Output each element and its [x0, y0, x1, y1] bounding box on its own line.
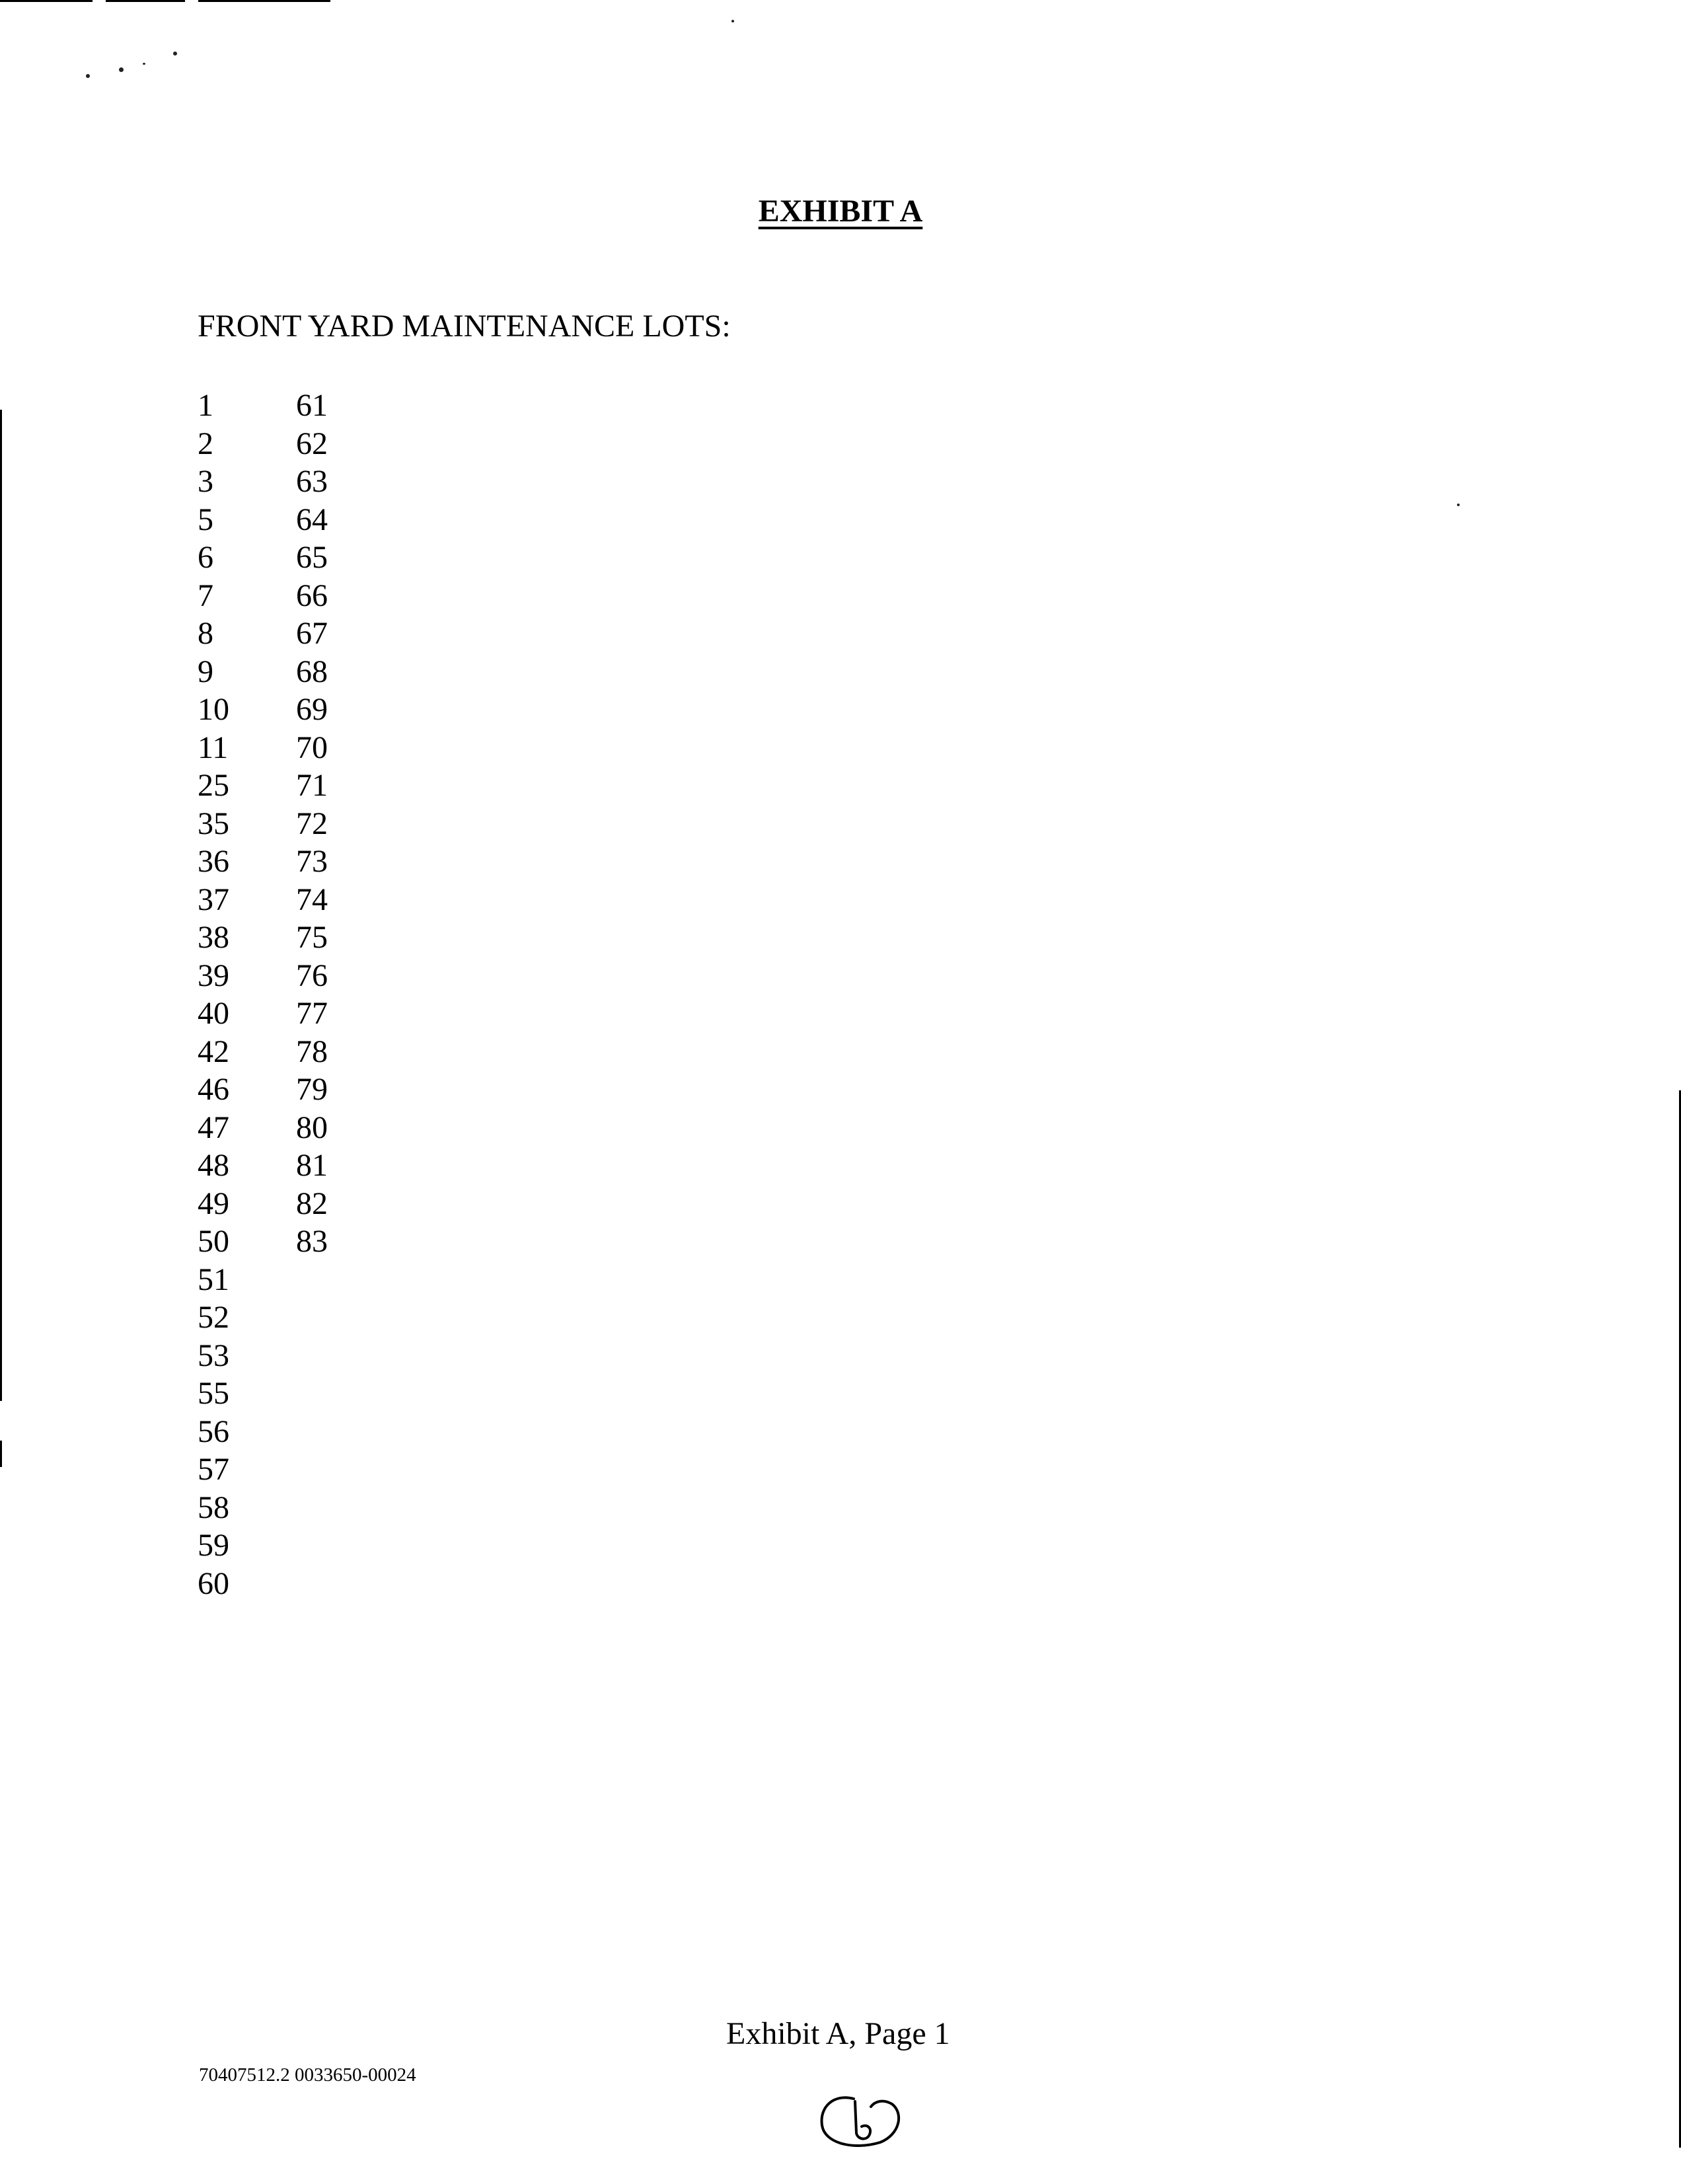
- lot-number: 60: [198, 1565, 229, 1601]
- lot-number: 74: [296, 882, 328, 917]
- document-id: 70407512.2 0033650-00024: [199, 2064, 416, 2086]
- lot-number: 55: [198, 1376, 229, 1411]
- lot-number: 65: [296, 540, 328, 575]
- lot-number: 52: [198, 1300, 229, 1335]
- lot-number: 2: [198, 426, 213, 461]
- lot-number: 81: [296, 1148, 328, 1183]
- lot-number: 1: [198, 388, 213, 423]
- lot-number: 66: [296, 578, 328, 613]
- lot-number: 63: [296, 464, 328, 499]
- lot-number: 75: [296, 920, 328, 955]
- scan-edge-artifact: [198, 0, 330, 2]
- lot-number: 42: [198, 1034, 229, 1069]
- scan-speck: [119, 67, 124, 72]
- lot-number: 47: [198, 1110, 229, 1145]
- lot-number: 51: [198, 1261, 229, 1297]
- lot-number: 59: [198, 1528, 229, 1563]
- lot-number: 9: [198, 654, 213, 689]
- lot-number: 71: [296, 768, 328, 803]
- lot-number: 40: [198, 996, 229, 1031]
- scan-speck: [1457, 504, 1460, 506]
- lot-number: 48: [198, 1148, 229, 1183]
- exhibit-title-text: EXHIBIT A: [758, 194, 923, 229]
- lot-number: 79: [296, 1072, 328, 1107]
- scan-speck: [143, 63, 145, 65]
- lot-number: 3: [198, 464, 213, 499]
- handwritten-page-mark: [814, 2087, 907, 2153]
- lot-number: 46: [198, 1072, 229, 1107]
- lot-list-column-1: [198, 387, 229, 1602]
- lot-number: 56: [198, 1413, 229, 1449]
- lot-number: 35: [198, 806, 229, 841]
- lot-number: 25: [198, 768, 229, 803]
- scan-edge-artifact: [0, 410, 2, 1401]
- lot-number: 72: [296, 806, 328, 841]
- lot-number: 11: [198, 730, 229, 765]
- lot-number: 39: [198, 958, 229, 993]
- lot-number: 49: [198, 1186, 229, 1221]
- lot-number: 77: [296, 996, 328, 1031]
- lot-number: 5: [198, 502, 213, 537]
- lot-number: 10: [198, 692, 229, 727]
- lot-number: 57: [198, 1452, 229, 1487]
- lot-number: 68: [296, 654, 328, 689]
- lot-number: 53: [198, 1337, 229, 1373]
- lot-number: 76: [296, 958, 328, 993]
- lot-number: 8: [198, 616, 213, 651]
- section-heading: FRONT YARD MAINTENANCE LOTS:: [198, 309, 731, 344]
- lot-number: 78: [296, 1034, 328, 1069]
- scan-edge-artifact: [106, 0, 185, 2]
- scan-speck: [173, 52, 177, 56]
- lot-number: 62: [296, 426, 328, 461]
- page-label: Exhibit A, Page 1: [726, 2016, 950, 2051]
- lot-list-column-2: [296, 387, 328, 1261]
- lot-number: 67: [296, 616, 328, 651]
- exhibit-title: [0, 193, 1681, 229]
- lot-number: 64: [296, 502, 328, 537]
- lot-number: 38: [198, 920, 229, 955]
- lot-number: 69: [296, 692, 328, 727]
- lot-number: 82: [296, 1186, 328, 1221]
- lot-number: 58: [198, 1489, 229, 1525]
- lot-number: 7: [198, 578, 213, 613]
- scan-edge-artifact: [0, 0, 93, 2]
- lot-number: 80: [296, 1110, 328, 1145]
- scan-speck: [731, 20, 734, 22]
- scan-edge-artifact: [0, 1441, 2, 1467]
- lot-number: 73: [296, 844, 328, 879]
- lot-number: 61: [296, 388, 328, 423]
- lot-number: 50: [198, 1224, 229, 1259]
- lot-number: 70: [296, 730, 328, 765]
- lot-number: 6: [198, 540, 213, 575]
- lot-number: 37: [198, 882, 229, 917]
- scan-speck: [86, 74, 90, 78]
- lot-number: 83: [296, 1224, 328, 1259]
- lot-number: 36: [198, 844, 229, 879]
